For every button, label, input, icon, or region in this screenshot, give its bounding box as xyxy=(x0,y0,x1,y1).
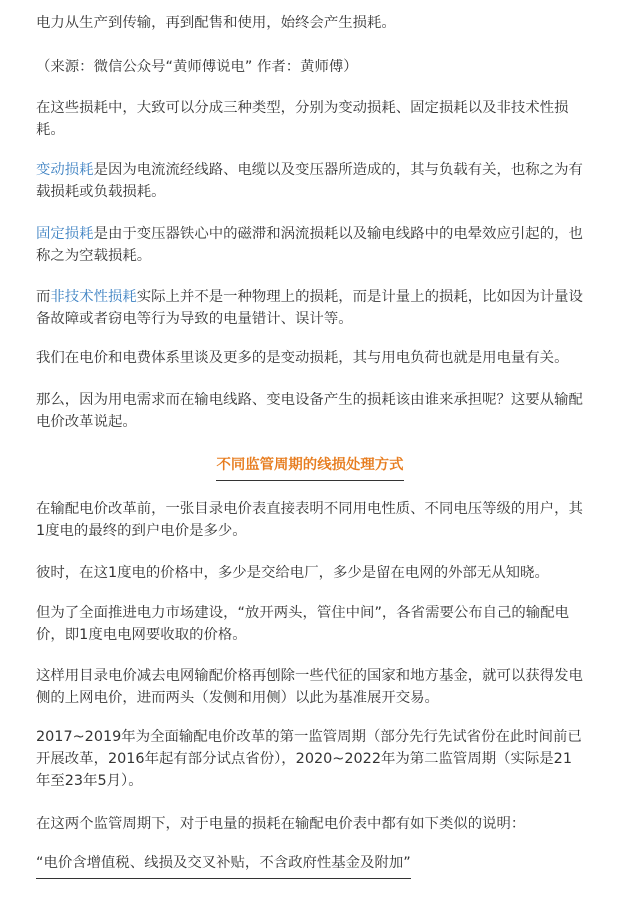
paragraph-regulatory-periods: 2017~2019年为全面输配电价改革的第一监管周期（部分先行先试省份在此时间前已开展改革，2016年起有部分试点省份），2020~2022年为第二监管周期（实际是21年至23年5月）。 xyxy=(36,729,582,789)
paragraph-explanation: 在这两个监管周期下，对于电量的损耗在输配电价表中都有如下类似的说明： xyxy=(36,816,526,832)
paragraph-unknown-split: 彼时，在这1度电的价格中，多少是交给电厂，多少是留在电网的外部无从知晓。 xyxy=(36,565,549,581)
paragraph-market-construction: 但为了全面推进电力市场建设，“放开两头，管住中间”，各省需要公布自己的输配电价，即1度电电网要收取的价格。 xyxy=(36,605,569,643)
paragraph-intro: 电力从生产到传输，再到配售和使用，始终会产生损耗。 xyxy=(36,15,396,31)
term-variable-loss: 变动损耗 xyxy=(36,162,94,178)
fixed-loss-text: 是由于变压器铁心中的磁滞和涡流损耗以及输电线路中的电晕效应引起的，也称之为空载损耗。 xyxy=(36,226,583,264)
section-heading xyxy=(36,454,584,481)
paragraph-grid-price: 这样用目录电价减去电网输配价格再刨除一些代征的国家和地方基金，就可以获得发电侧的上网电价，进而两头（发侧和用侧）以此为基准展开交易。 xyxy=(36,668,583,706)
paragraph-fixed-loss xyxy=(36,223,584,267)
paragraph-before-reform: 在输配电价改革前，一张目录电价表直接表明不同用电性质、不同电压等级的用户，其1度电的最终的到户电价是多少。 xyxy=(36,501,583,539)
nontechnical-prefix: 而 xyxy=(36,289,51,305)
tariff-note-quote: “电价含增值税、线损及交叉补贴，不含政府性基金及附加” xyxy=(36,852,411,879)
term-nontechnical-loss: 非技术性损耗 xyxy=(50,289,137,305)
paragraph-tariff-system: 我们在电价和电费体系里谈及更多的是变动损耗，其与用电负荷也就是用电量有关。 xyxy=(36,350,569,366)
nontechnical-loss-text: 实际上并不是一种物理上的损耗，而是计量上的损耗，比如因为计量设备故障或者窃电等行为导致的电量错计、误计等。 xyxy=(36,289,583,327)
section-heading-text: 不同监管周期的线损处理方式 xyxy=(216,454,403,481)
paragraph-question: 那么，因为用电需求而在输电线路、变电设备产生的损耗该由谁来承担呢？这要从输配电价改革说起。 xyxy=(36,392,583,430)
paragraph-nontechnical-loss xyxy=(36,286,584,330)
paragraph-loss-types: 在这些损耗中，大致可以分成三种类型，分别为变动损耗、固定损耗以及非技术性损耗。 xyxy=(36,100,569,138)
variable-loss-text: 是因为电流流经线路、电缆以及变压器所造成的，其与负载有关，也称之为有载损耗或负载损耗。 xyxy=(36,162,583,200)
paragraph-source: （来源：微信公众号“黄师傅说电” 作者：黄师傅） xyxy=(36,59,358,75)
paragraph-variable-loss xyxy=(36,159,584,203)
term-fixed-loss: 固定损耗 xyxy=(36,226,94,242)
